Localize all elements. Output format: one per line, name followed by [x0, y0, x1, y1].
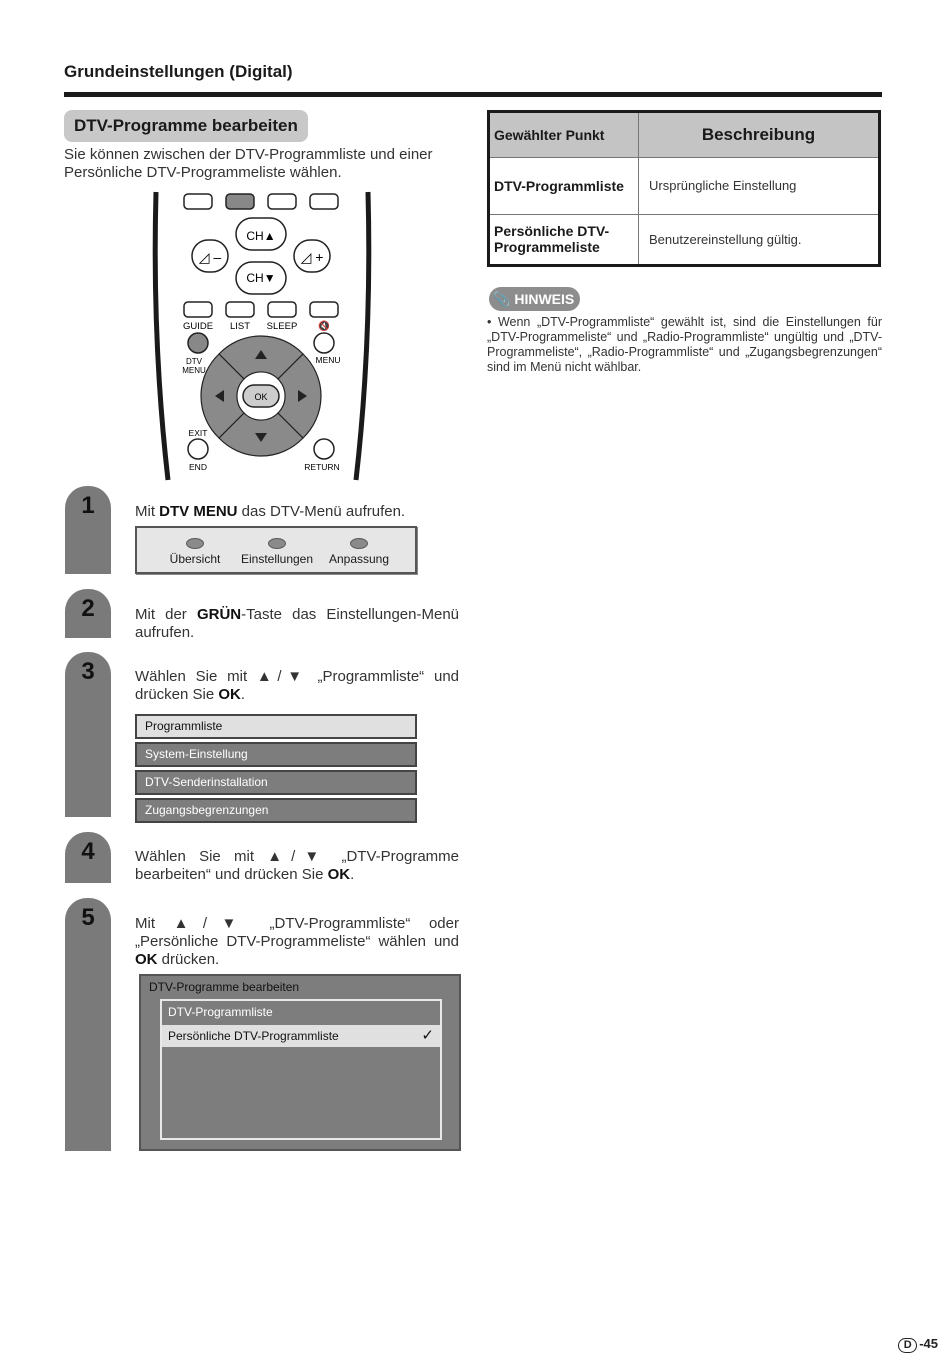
table-row — [489, 158, 880, 214]
paperclip-icon: 📎 — [493, 291, 511, 307]
check-icon: ✓ — [421, 1027, 434, 1044]
heading-rule — [64, 92, 882, 97]
step-number: 1 — [81, 492, 95, 519]
step-tab-3 — [65, 652, 111, 817]
step-1-text: Mit DTV MENU das DTV-Menü aufrufen. — [135, 503, 406, 520]
yellow-dot-icon — [350, 538, 368, 549]
list-item-system-einstellung[interactable]: System-Einstellung — [135, 742, 417, 767]
menu-item-einstellungen[interactable]: Einstellungen — [231, 528, 323, 566]
table-cell-desc: Ursprüngliche Einstellung — [639, 158, 880, 214]
key-blue — [310, 194, 338, 209]
table-row — [489, 214, 880, 265]
table-cell-item: Persönliche DTV-Programmeliste — [489, 214, 639, 265]
step-number: 2 — [81, 595, 95, 622]
table-header-description: Beschreibung — [639, 112, 880, 158]
dialog-options — [160, 999, 442, 1140]
dtv-menu-label-1: DTV — [186, 357, 202, 366]
table-cell-item: DTV-Programmliste — [489, 158, 639, 214]
end-label: END — [189, 462, 207, 472]
ch-down-label: CH▼ — [246, 271, 276, 285]
hinweis-text: Wenn „DTV-Programmliste“ gewählt ist, sind die Einstellungen für „DTV-Programmeliste“ und „Radio-Programmliste“ ungültig und „DTV-Programmeliste“, „Radio-Programmliste“ und „Zugangsbegrenzungen“ sind im Menü nicht wählbar. — [487, 315, 882, 374]
step-number: 4 — [81, 838, 95, 865]
step-tab-1 — [65, 486, 111, 574]
step-3-text: Wählen Sie mit ▲/▼ „Programmliste“ und drücken Sie OK. — [135, 668, 459, 703]
step-4-text: Wählen Sie mit ▲/▼ „DTV-Programme bearbeiten“ und drücken Sie OK. — [135, 848, 459, 883]
green-dot-icon — [268, 538, 286, 549]
step-tab-5 — [65, 898, 111, 1151]
language-badge: D — [898, 1338, 917, 1353]
key-red — [184, 194, 212, 209]
hinweis-label: HINWEIS — [514, 291, 575, 307]
intro-text: Sie können zwischen der DTV-Programmliste und einer Persönliche DTV-Programmeliste wählen. — [64, 146, 433, 181]
exit-label: EXIT — [188, 428, 208, 438]
list-item-programmliste[interactable]: Programmliste — [135, 714, 417, 739]
ok-label: OK — [254, 392, 268, 402]
remote-control-illustration — [150, 190, 374, 482]
ch-up-label: CH▲ — [246, 229, 276, 243]
key-green — [226, 194, 254, 209]
step-number: 5 — [81, 904, 95, 931]
table-header-item: Gewählter Punkt — [489, 112, 639, 158]
hinweis-note — [487, 315, 882, 375]
step-tab-4 — [65, 832, 111, 883]
bullet-icon: • — [487, 315, 492, 329]
mute-icon: 🔇 — [318, 321, 330, 332]
step-number: 3 — [81, 658, 95, 685]
menu-item-anpassung[interactable]: Anpassung — [313, 528, 405, 566]
page-heading: Grundeinstellungen (Digital) — [64, 62, 293, 81]
hinweis-badge — [489, 287, 580, 311]
list-item-zugangsbegrenzungen[interactable]: Zugangsbegrenzungen — [135, 798, 417, 823]
dtv-programme-dialog — [139, 974, 461, 1151]
option-dtv-programmliste[interactable]: DTV-Programmliste — [168, 1005, 273, 1019]
sleep-label: SLEEP — [266, 321, 298, 332]
red-dot-icon — [186, 538, 204, 549]
vol-plus-label: ◿ + — [300, 249, 324, 265]
key-yellow — [268, 194, 296, 209]
page-number: -45 — [919, 1336, 938, 1351]
dtv-menu-label-2: MENU — [182, 366, 206, 375]
dtv-menu-key — [188, 333, 208, 353]
step-tab-2 — [65, 589, 111, 638]
step-2-text: Mit der GRÜN-Taste das Einstellungen-Menü aufrufen. — [135, 606, 460, 641]
list-item-dtv-senderinstallation[interactable]: DTV-Senderinstallation — [135, 770, 417, 795]
guide-label: GUIDE — [182, 321, 214, 332]
menu-label: MENU — [315, 355, 341, 365]
page-footer — [898, 1336, 938, 1353]
vol-minus-label: ◿ – — [198, 249, 222, 265]
settings-menu-list — [135, 714, 417, 826]
option-persoenliche-liste[interactable]: Persönliche DTV-Programmliste ✓ — [162, 1025, 440, 1047]
menu-item-uebersicht[interactable]: Übersicht — [149, 528, 241, 566]
return-label: RETURN — [304, 462, 340, 472]
description-table — [487, 110, 881, 267]
dtv-menu-bar — [135, 526, 417, 574]
section-title: DTV-Programme bearbeiten — [64, 110, 308, 142]
dialog-title: DTV-Programme bearbeiten — [149, 980, 300, 994]
table-cell-desc: Benutzereinstellung gültig. — [639, 214, 880, 265]
step-5-text: Mit ▲/▼ „DTV-Programmliste“ oder „Persönliche DTV-Programmeliste“ wählen und OK drücken. — [135, 915, 459, 968]
list-label: LIST — [229, 321, 251, 332]
